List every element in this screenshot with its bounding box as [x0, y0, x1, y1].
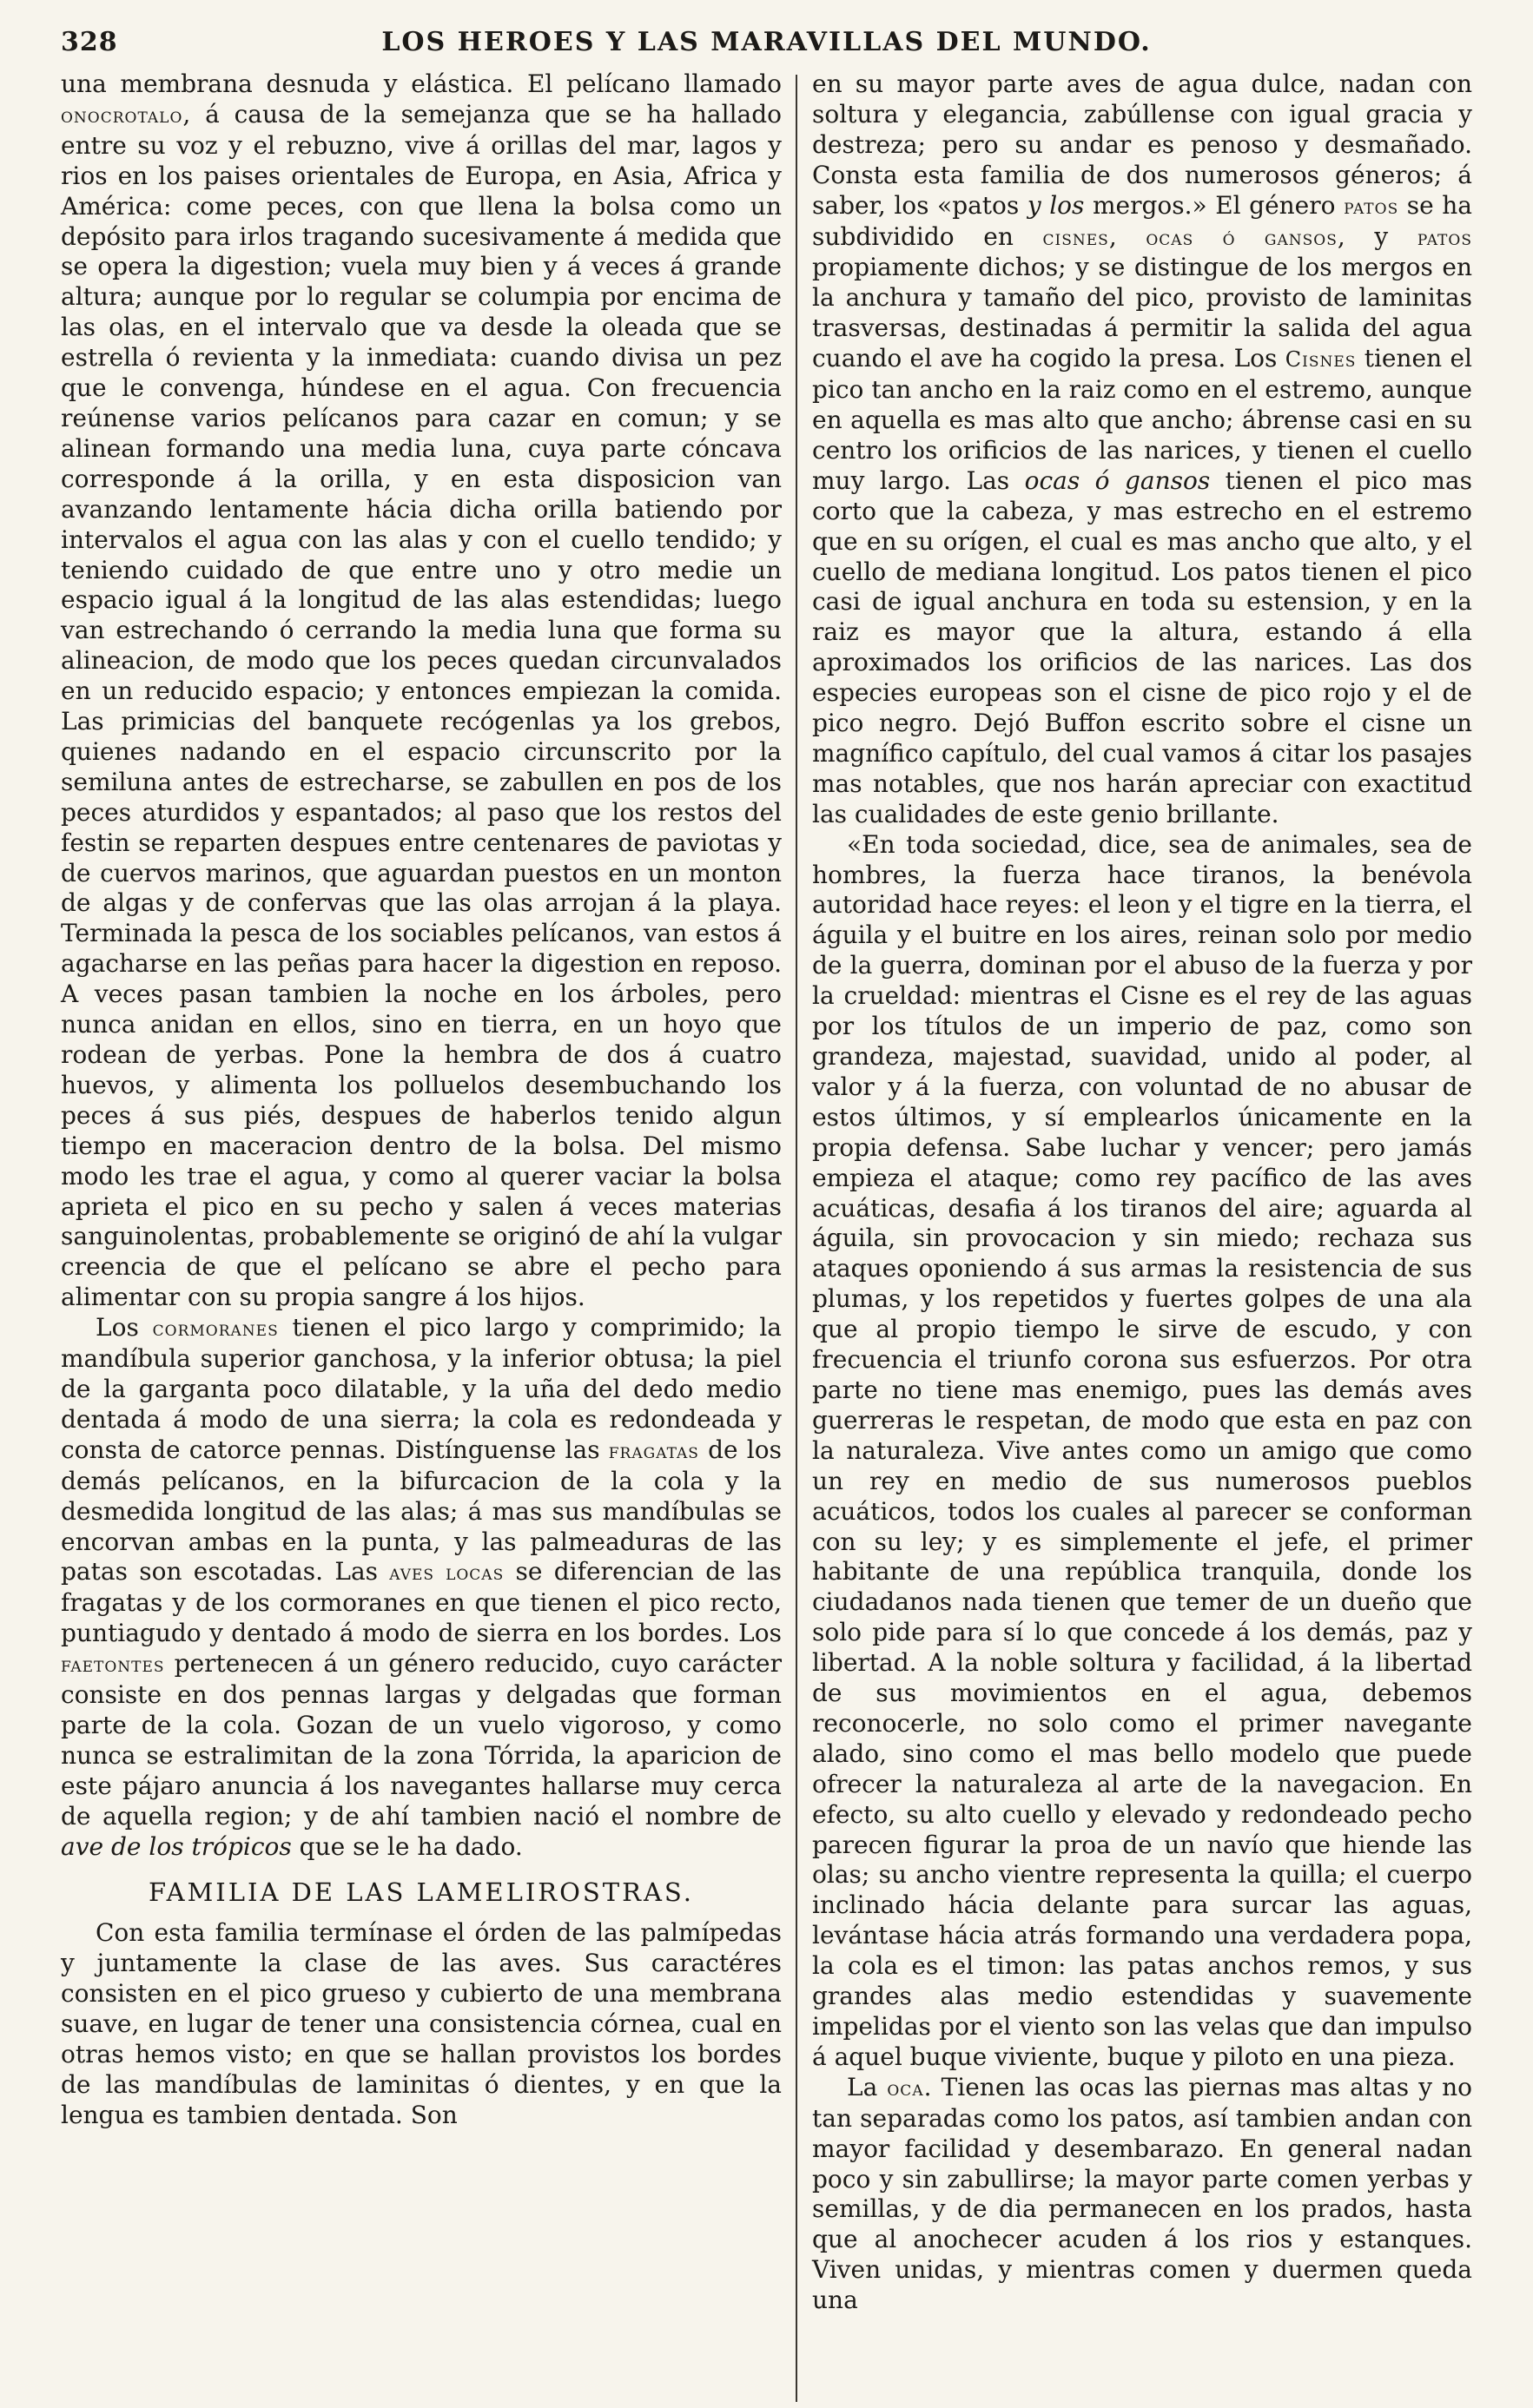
running-title: LOS HEROES Y LAS MARAVILLAS DEL MUNDO.: [381, 26, 1152, 57]
text-run: propiamente dichos; y se distingue de los mergos en la anchura y tamaño del pico, provisto de laminitas trasversas, destinadas á permitir la salida del agua cuando el ave ha cogido la presa. Los: [812, 253, 1472, 373]
text-run: Con esta familia termínase el órden de las palmípedas y juntamente la clase de las aves. Sus caractéres consisten en el pico grueso y cubierto de una membrana suave, en lugar de tener una consistencia córnea, cual en otras hemos visto; en que se hallan provistos los bordes de las mandíbulas de laminitas ó dientes, y en que la lengua es tambien dentada. Son: [61, 1918, 782, 2129]
text-run: , y: [1337, 221, 1417, 251]
small-caps-term: patos: [1417, 225, 1472, 250]
small-caps-term: cormoranes: [152, 1316, 279, 1342]
paragraph-pelicano: [61, 69, 782, 1313]
small-caps-term: patos: [1344, 194, 1399, 219]
paragraph-cormoranes: [61, 1313, 782, 1862]
small-caps-term: aves locas: [389, 1560, 505, 1586]
small-caps-term: cisnes: [1042, 225, 1109, 250]
column-divider: [796, 75, 797, 2402]
text-run: La: [847, 2072, 888, 2101]
left-column: [61, 69, 782, 2131]
italic-term: y los: [1027, 190, 1085, 220]
text-run: tienen el pico mas corto que la cabeza, y mas estrecho en el estremo que en su orígen, el cual es mas ancho que alto, y el cuello de mediana longitud. Los patos tienen el pico casi de igual anchura en toda su estension, y en la raiz es mayor que la altura, estando á ella aproximados los orificios de las narices. Las dos especies europeas son el cisne de pico rojo y el de pico negro. Dejó Buffon escrito sobre el cisne un magnífico capítulo, del cual vamos á citar los pasajes mas notables, que nos harán apreciar con exactitud las cualidades de este genio brillante.: [812, 465, 1472, 828]
paragraph-oca: [812, 2073, 1472, 2316]
text-run: «En toda sociedad, dice, sea de animales, sea de hombres, la fuerza hace tiranos, la benévola autoridad hace reyes: el leon y el tigre en la tierra, el águila y el buitre en los aires, reinan solo por medio de la guerra, dominan por el abuso de la fuerza y por la crueldad: mientras el Cisne es el rey de las aguas por los títulos de un imperio de paz, como son grandeza, majestad, suavidad, unido al poder, al valor y á la fuerza, con voluntad de no abusar de estos últimos, y sí emplearlos únicamente en la propia defensa. Sabe luchar y vencer; pero jamás empieza el ataque; como rey pacífico de las aves acuáticas, desafia á los tiranos del aire; aguarda al águila, sin provocacion y sin miedo; rechaza sus ataques oponiendo á sus armas la resistencia de sus plumas, y los repetidos y fuertes golpes de una ala que al propio tiempo le sirve de escudo, y con frecuencia el triunfo corona sus esfuerzos. Por otra parte no tiene mas enemigo, pues las demás aves guerreras le respetan, de modo que esta en paz con la naturaleza. Vive antes como un amigo que como un rey en medio de sus numerosos pueblos acuáticos, todos los cuales al parecer se conforman con su ley; y es simplemente el jefe, el primer habitante de una república tranquila, donde los ciudadanos nada tienen que temer de un dueño que solo pide para sí lo que concede á los demás, paz y libertad. A la noble soltura y facilidad, á la libertad de sus movimientos en el agua, debemos reconocerle, no solo como el primer navegante alado, sino como el mas bello modelo que puede ofrecer la naturaleza al arte de la navegacion. En efecto, su alto cuello y elevado y redondeado pecho parecen figurar la proa de un navío que hiende las olas; su ancho vientre representa la quilla; el cuerpo inclinado hácia delante para surcar las aguas, levántase hácia atrás formando una verdadera popa, la cola es el timon: las patas anchos remos, y sus grandes alas medio estendidas y suavemente impelidas por el viento son las velas que dan impulso á aquel buque viviente, buque y piloto en una pieza.: [812, 829, 1472, 2071]
section-heading: FAMILIA DE LAS LAMELIROSTRAS.: [149, 1877, 694, 1908]
text-run: tienen el pico largo y comprimido; la mandíbula superior ganchosa, y la inferior obtusa; la piel de la garganta poco dilatable, y la uña del dedo medio dentada á modo de una sierra; la cola es redondeada y consta de catorce pennas. Distínguense las: [61, 1313, 782, 1464]
text-run: se ha subdividido en: [812, 190, 1472, 251]
right-column: [812, 69, 1472, 2316]
text-run: se diferencian de las fragatas y de los cormoranes en que tienen el pico recto, puntiagudo y dentado á modo de sierra en los bordes. Los: [61, 1557, 782, 1648]
small-caps-term: oca: [887, 2075, 924, 2101]
small-caps-term: fragatas: [608, 1438, 699, 1463]
paragraph-buffon-cisne: [812, 830, 1472, 2073]
paragraph-lamelirostras: [61, 1918, 782, 2130]
text-run: de los demás pelícanos, en la bifurcacion de la cola y la desmedida longitud de las alas; á mas sus mandíbulas se encorvan ambas en la punta, y las palmeaduras de las patas son escotadas. Las: [61, 1435, 782, 1587]
small-caps-term: ocas ó gansos: [1146, 225, 1338, 250]
text-run: . Tienen las ocas las piernas mas altas y no tan separadas como los patos, así tambien andan con mayor facilidad y desembarazo. En general nadan poco y sin zabullirse; la mayor parte comen yerbas y semillas, y de dia permanecen en los prados, hasta que al anochecer acuden á los rios y estanques. Viven unidas, y mientras comen y duermen queda una: [812, 2072, 1472, 2315]
text-run: Los: [96, 1313, 153, 1343]
page-header: [61, 17, 1472, 66]
text-run: pertenecen á un género reducido, cuyo carácter consiste en dos pennas largas y delgadas que forman parte de la cola. Gozan de un vuelo vigoroso, y como nunca se estralimitan de la zona Tórrida, la aparicion de este pájaro anuncia á los navegantes hallarse muy cerca de aquella region; y de ahí tambien nació el nombre de: [61, 1649, 782, 1831]
small-caps-term: onocrotalo: [61, 102, 183, 128]
italic-term: ave de los trópicos: [61, 1831, 292, 1861]
text-run: una membrana desnuda y elástica. El pelícano llamado: [61, 69, 782, 98]
text-run: ,: [1108, 221, 1146, 251]
paragraph-familia-patos: [812, 69, 1472, 830]
small-caps-term: Cisnes: [1285, 347, 1357, 373]
text-run: en su mayor parte aves de agua dulce, nadan con soltura y elegancia, zabúllense con igual gracia y destreza; pero su andar es penoso y desmañado. Consta esta familia de dos numerosos géneros; á saber, los «patos: [812, 69, 1472, 220]
text-run: mergos.» El género: [1084, 190, 1345, 220]
page-number: 328: [61, 26, 118, 57]
small-caps-term: faetontes: [61, 1653, 165, 1678]
text-run: , á causa de la semejanza que se ha hallado entre su voz y el rebuzno, vive á orillas del mar, lagos y rios en los paises orientales de Europa, en Asia, Africa y América: come peces, con que llena la bolsa como un depósito para irlos tragando sucesivamente á medida que se opera la digestion; vuela muy bien y á veces á grande altura; aunque por lo regular se columpia por encima de las olas, en el intervalo que va desde la oleada que se estrella ó revienta y la inmediata: cuando divisa un pez que le convenga, húndese en el agua. Con frecuencia reúnense varios pelícanos para cazar en comun; y se alinean formando una media luna, cuya parte cóncava corresponde á la orilla, y en esta disposicion van avanzando lentamente hácia dicha orilla batiendo por intervalos el agua con las alas y con el cuello tendido; y teniendo cuidado de que entre uno y otro medie un espacio igual á la longitud de las alas estendidas; luego van estrechando ó cerrando la media luna que forma su alineacion, de modo que los peces quedan circunvalados en un reducido espacio; y entonces empiezan la comida. Las primicias del banquete recógenlas ya los grebos, quienes nadando en el espacio circunscrito por la semiluna antes de estrecharse, se zabullen en pos de los peces aturdidos y espantados; al paso que los restos del festin se reparten despues entre centenares de paviotas y de cuervos marinos, que aguardan puestos en un monton de algas y de confervas que las olas arrojan á la playa. Terminada la pesca de los sociables pelícanos, van estos á agacharse en las peñas para hacer la digestion en reposo. A veces pasan tambien la noche en los árboles, pero nunca anidan en ellos, sino en tierra, en un hoyo que rodean de yerbas. Pone la hembra de dos á cuatro huevos, y alimenta los polluelos desembuchando los peces á sus piés, despues de haberlos tenido algun tiempo en maceracion dentro de la bolsa. Del mismo modo les trae el agua, y como al querer vaciar la bolsa aprieta el pico en su pecho y salen á veces materias sanguinolentas, probablemente se originó de ahí la vulgar creencia de que el pelícano se abre el pecho para alimentar con su propia sangre á los hijos.: [61, 99, 782, 1312]
italic-term: ocas ó gansos: [1024, 465, 1211, 495]
text-run: tienen el pico tan ancho en la raiz como en el estremo, aunque en aquella es mas alto que ancho; ábrense casi en su centro los orificios de las narices, y tienen el cuello muy largo. Las: [812, 344, 1472, 495]
text-run: que se le ha dado.: [291, 1831, 523, 1861]
